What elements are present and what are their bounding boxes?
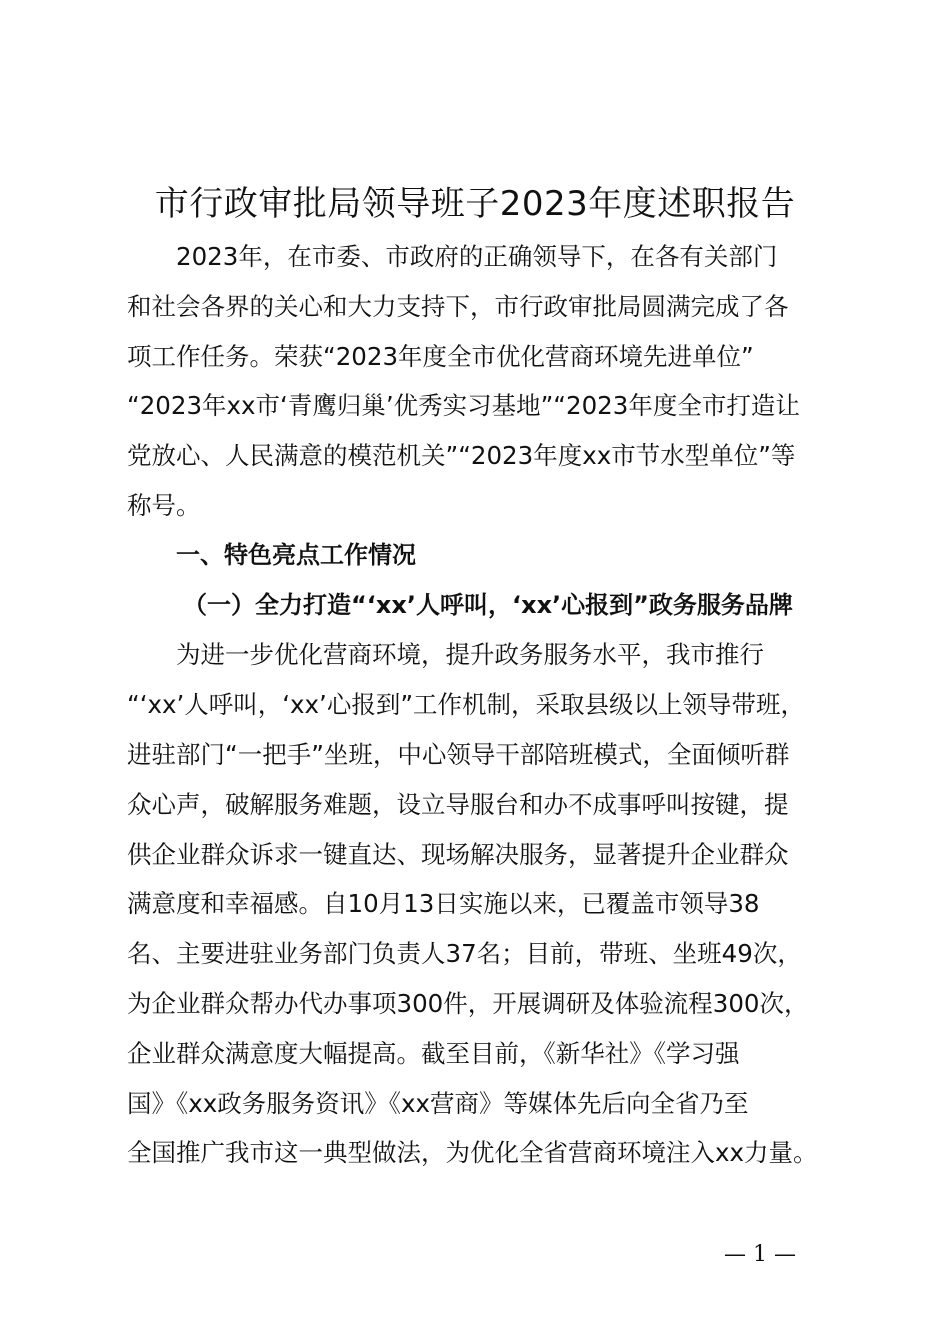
subsection-heading-1: （一）全力打造“‘xx’人呼叫，‘xx’心报到”政务服务品牌 [183, 590, 793, 619]
paragraph-1-line-4: “2023年xx市‘青鹰归巢’优秀实习基地”“2023年度全市打造让 [127, 391, 800, 421]
paragraph-2-line-3: 进驻部门“一把手”坐班，中心领导干部陪班模式，全面倾听群 [127, 739, 790, 769]
page-number: — 1 — [724, 1242, 796, 1267]
paragraph-1-line-6: 称号。 [127, 490, 201, 520]
document-title: 市行政审批局领导班子2023年度述职报告 [154, 184, 796, 224]
paragraph-2-line-2: “‘xx’人呼叫，‘xx’心报到”工作机制，采取县级以上领导带班， [127, 690, 806, 720]
paragraph-2-line-5: 供企业群众诉求一键直达、现场解决服务，显著提升企业群众 [127, 839, 789, 869]
paragraph-2-line-1: 为进一步优化营商环境，提升政务服务水平，我市推行 [176, 640, 764, 670]
document-body [127, 232, 867, 1178]
paragraph-1-line-1: 2023年，在市委、市政府的正确领导下，在各有关部门 [176, 242, 778, 271]
paragraph-2-line-7: 名、主要进驻业务部门负责人37名；目前，带班、坐班49次， [127, 939, 802, 969]
paragraph-2-line-4: 众心声，破解服务难题，设立导服台和办不成事呼叫按键，提 [127, 789, 789, 819]
paragraph-2-line-6: 满意度和幸福感。自10月13日实施以来，已覆盖市领导38 [127, 889, 760, 919]
section-heading-1: 一、特色亮点工作情况 [176, 540, 416, 569]
paragraph-1-line-5: 党放心、人民满意的模范机关”“2023年度xx市节水型单位”等 [127, 441, 796, 471]
paragraph-1-line-3: 项工作任务。荣获“2023年度全市优化营商环境先进单位” [127, 341, 754, 371]
paragraph-2-line-10: 国》《xx政务服务资讯》《xx营商》等媒体先后向全省乃至 [127, 1088, 749, 1118]
paragraph-1-line-2: 和社会各界的关心和大力支持下，市行政审批局圆满完成了各 [127, 291, 789, 321]
paragraph-2-line-11: 全国推广我市这一典型做法，为优化全省营商环境注入xx力量。 [127, 1138, 818, 1168]
paragraph-2-line-8: 为企业群众帮办代办事项300件，开展调研及体验流程300次， [127, 988, 809, 1018]
paragraph-2-line-9: 企业群众满意度大幅提高。截至目前，《新华社》《学习强 [127, 1038, 740, 1068]
